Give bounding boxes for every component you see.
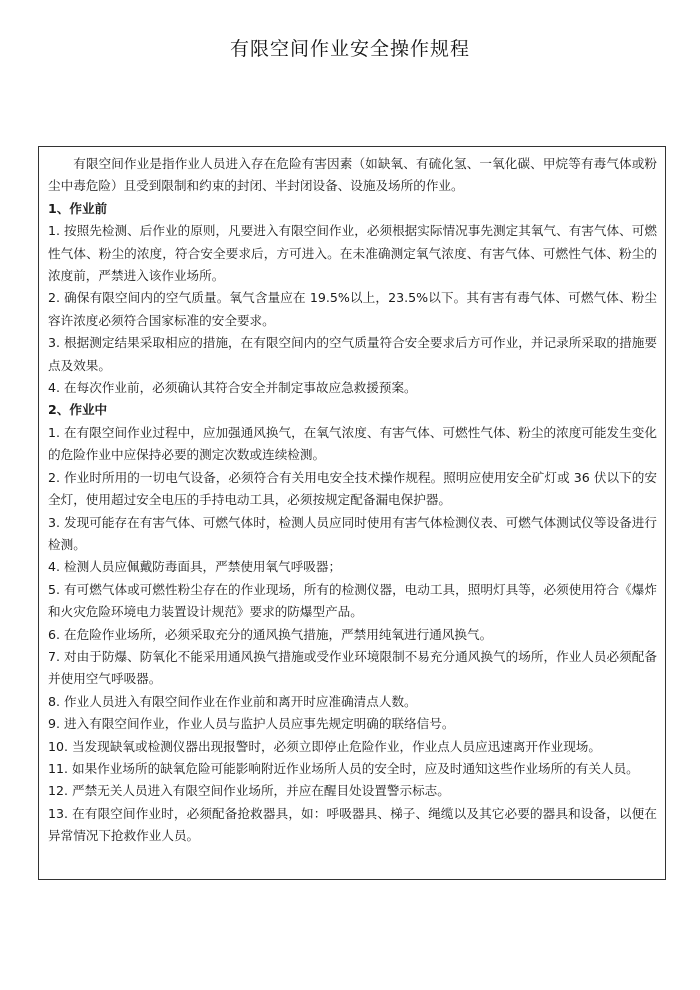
section-heading-before-work: 1、作业前 xyxy=(48,200,108,216)
list-item: 3. 发现可能存在有害气体、可燃气体时，检测人员应同时使用有害气体检测仪表、可燃气体测试仪等设备进行检测。 xyxy=(48,514,657,552)
list-item: 11. 如果作业场所的缺氧危险可能影响附近作业场所人员的安全时，应及时通知这些作业场所的有关人员。 xyxy=(48,760,639,776)
intro-paragraph: 有限空间作业是指作业人员进入存在危险有害因素（如缺氧、有硫化氢、一氧化碳、甲烷等有毒气体或粉尘中毒危险）且受到限制和约束的封闭、半封闭设备、设施及场所的作业。 xyxy=(48,156,657,194)
list-item: 1. 按照先检测、后作业的原则，凡要进入有限空间作业，必须根据实际情况事先测定其氧气、有害气体、可燃性气体、粉尘的浓度，符合安全要求后，方可进入。在未准确测定氧气浓度、有害气体、可燃性气体、粉尘的浓度前，严禁进入该作业场所。 xyxy=(48,223,657,284)
list-item: 5. 有可燃气体或可燃性粉尘存在的作业现场，所有的检测仪器，电动工具，照明灯具等，必须使用符合《爆炸和火灾危险环境电力装置设计规范》要求的防爆型产品。 xyxy=(48,581,657,620)
list-item: 9. 进入有限空间作业，作业人员与监护人员应事先规定明确的联络信号。 xyxy=(48,716,455,732)
list-item: 12. 严禁无关人员进入有限空间作业场所，并应在醒目处设置警示标志。 xyxy=(48,783,450,799)
list-item: 1. 在有限空间作业过程中，应加强通风换气，在氧气浓度、有害气体、可燃性气体、粉尘的浓度可能发生变化的危险作业中应保持必要的测定次数或连续检测。 xyxy=(48,424,657,463)
list-item: 3. 根据测定结果采取相应的措施，在有限空间内的空气质量符合安全要求后方可作业，并记录所采取的措施要点及效果。 xyxy=(48,335,657,373)
list-item: 4. 检测人员应佩戴防毒面具，严禁使用氧气呼吸器； xyxy=(48,559,342,575)
list-item: 13. 在有限空间作业时，必须配备抢救器具，如：呼吸器具、梯子、绳缆以及其它必要的器具和设备，以便在异常情况下抢救作业人员。 xyxy=(48,805,657,844)
list-item: 2. 确保有限空间内的空气质量。氧气含量应在 19.5%以上，23.5%以下。其有害有毒气体、可燃气体、粉尘容许浓度必须符合国家标准的安全要求。 xyxy=(48,290,657,328)
content-box xyxy=(38,146,666,880)
list-item: 2. 作业时所用的一切电气设备，必须符合有关用电安全技术操作规程。照明应使用安全矿灯或 36 伏以下的安全灯，使用超过安全电压的手持电动工具，必须按规定配备漏电保护器。 xyxy=(48,469,657,508)
list-item: 6. 在危险作业场所，必须采取充分的通风换气措施，严禁用纯氧进行通风换气。 xyxy=(48,626,493,642)
list-item: 8. 作业人员进入有限空间作业在作业前和离开时应准确清点人数。 xyxy=(48,693,417,709)
list-item: 4. 在每次作业前，必须确认其符合安全并制定事故应急救援预案。 xyxy=(48,380,417,396)
section-heading-during-work: 2、作业中 xyxy=(48,402,108,418)
page-title: 有限空间作业安全操作规程 xyxy=(229,38,470,60)
list-item: 7. 对由于防爆、防氧化不能采用通风换气措施或受作业环境限制不易充分通风换气的场所，作业人员必须配备并使用空气呼吸器。 xyxy=(48,648,657,687)
list-item: 10. 当发现缺氧或检测仪器出现报警时，必须立即停止危险作业，作业点人员应迅速离开作业现场。 xyxy=(48,738,601,754)
